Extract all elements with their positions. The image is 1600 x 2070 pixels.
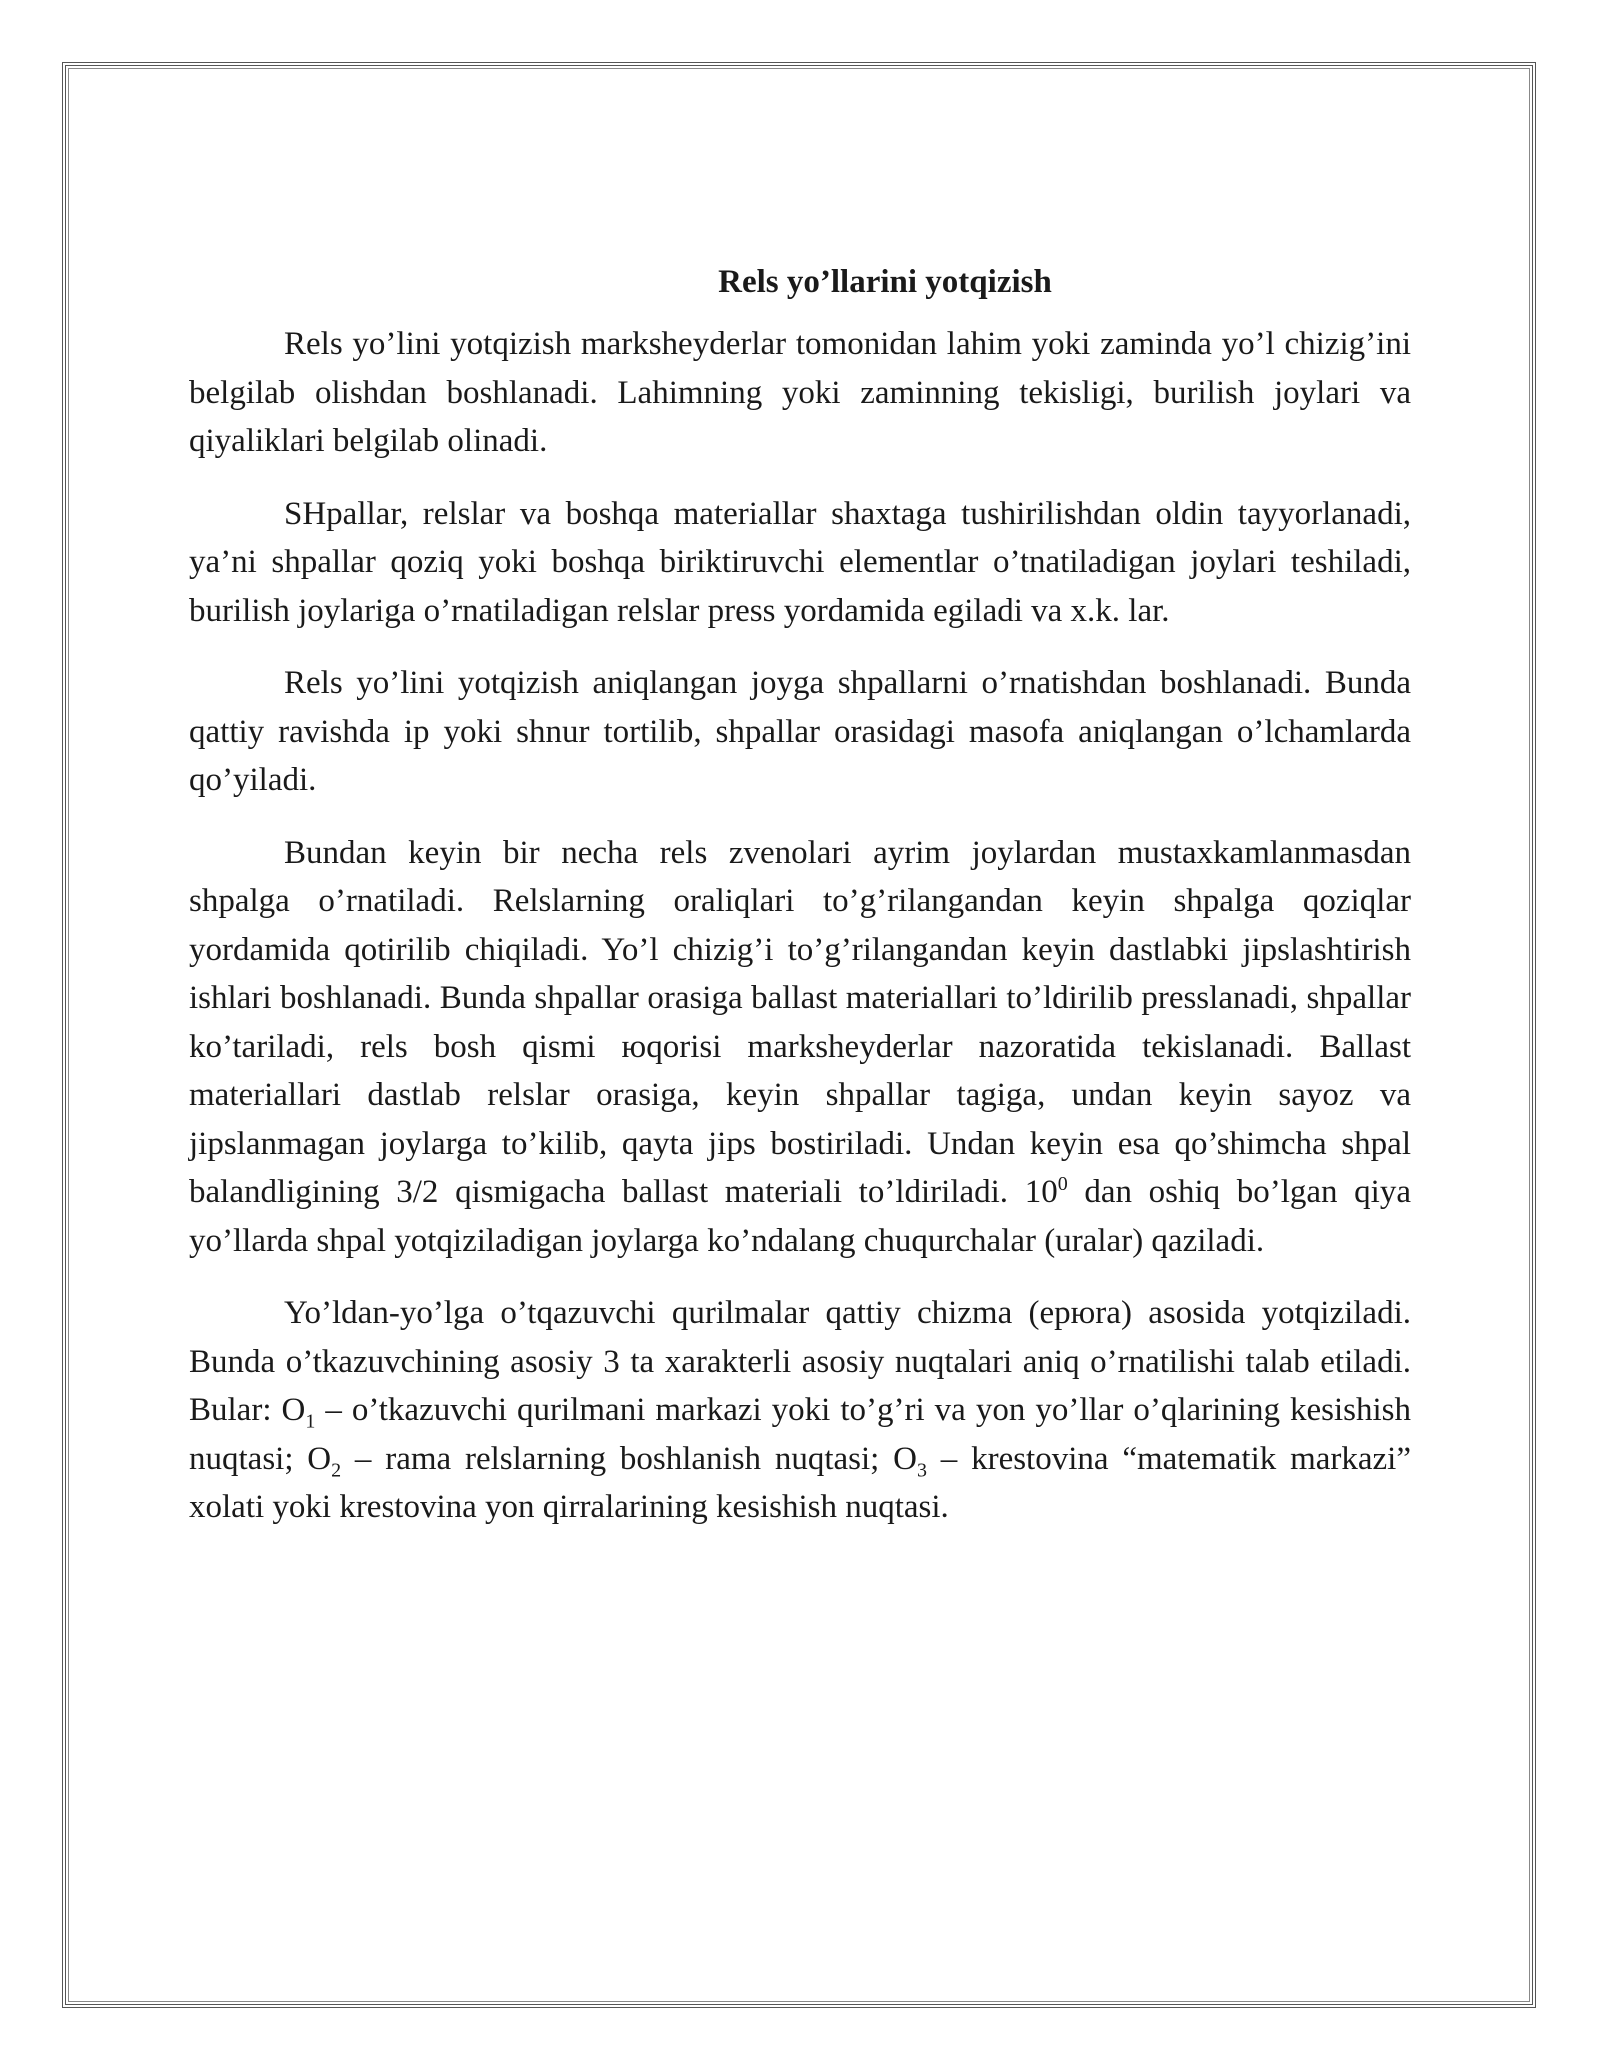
paragraph-3: Rels yo’lini yotqizish aniqlangan joyga shpallarni o’rnatishdan boshlanadi. Bunda qattiy ravishda ip yoki shnur tortilib, shpallar orasidagi masofa aniqlangan o’lchamlarda qo’yiladi.	[189, 665, 1411, 798]
paragraph-5-text-d: – krestovina “matematik markazi” xolati yoki krestovina yon qirralarining kesishish nuqtasi.	[189, 1440, 1411, 1525]
paragraph-5	[189, 1289, 1411, 1532]
subscript-3: 3	[916, 1459, 927, 1482]
paragraph-5-text-c: – rama relslarning boshlanish nuqtasi; O	[341, 1440, 917, 1477]
paragraph-4-text-a: Bundan keyin bir necha rels zvenolari ayrim joylardan mustaxkamlanmasdan shpalga o’rnatiladi. Relslarning oraliqlari to’g’rilangandan keyin shpalga qoziqlar yordamida qotirilib chiqiladi. Yo’l chizig’i to’g’rilangandan keyin dastlabki jipslashtirish ishlari boshlanadi. Bunda shpallar orasiga ballast materiallari to’ldirilib presslanadi, shpallar ko’tariladi, rels bosh qismi юqorisi marksheyderlar nazoratida tekislanadi. Ballast materiallari dastlab relslar orasiga, keyin shpallar tagiga, undan keyin sayoz va jipslanmagan joylarga to’kilib, qayta jips bostiriladi. Undan keyin esa qo’shimcha shpal balandligining 3/2 qismigacha ballast materiali to’ldiriladi.	[189, 834, 1411, 1210]
subscript-1: 1	[305, 1410, 316, 1433]
paragraph-5-text-b: – o’tkazuvchi qurilmani markazi yoki to’g’ri va yon yo’llar o’qlarining kesishish nuqtasi; O	[189, 1392, 1411, 1477]
document-title: Rels yo’llarini yotqizish	[718, 264, 1052, 300]
paragraph-1: Rels yo’lini yotqizish marksheyderlar tomonidan lahim yoki zaminda yo’l chizig’ini belgilab olishdan boshlanadi. Lahimning yoki zaminning tekisligi, burilish joylari va qiyaliklari belgilab olinadi.	[189, 326, 1411, 459]
paragraph-4-text-b: dan oshiq bo’lgan qiya yo’llarda shpal yotqiziladigan joylarga ko’ndalang chuqurchalar (uralar) qaziladi.	[189, 1174, 1411, 1259]
angle-number: 10	[1024, 1174, 1058, 1210]
degree-superscript: 0	[1057, 1173, 1068, 1195]
subscript-2: 2	[331, 1459, 342, 1482]
paragraph-4	[189, 829, 1411, 1266]
paragraph-5-text-a: Yo’ldan-yo’lga o’tqazuvchi qurilmalar qattiy chizma (ерюra) asosida yotqiziladi. Bunda o’tkazuvchining asosiy 3 ta xarakterli asosiy nuqtalari aniq o’rnatilishi talab etiladi. Bular: O	[189, 1295, 1411, 1428]
paragraph-2: SHpallar, relslar va boshqa materiallar shaxtaga tushirilishdan oldin tayyorlanadi, ya’ni shpallar qoziq yoki boshqa biriktiruvchi elementlar o’tnatiladigan joylari teshiladi, burilish joylariga o’rnatiladigan relslar press yordamida egiladi va x.k. lar.	[189, 495, 1411, 629]
document-body	[189, 258, 1411, 1556]
